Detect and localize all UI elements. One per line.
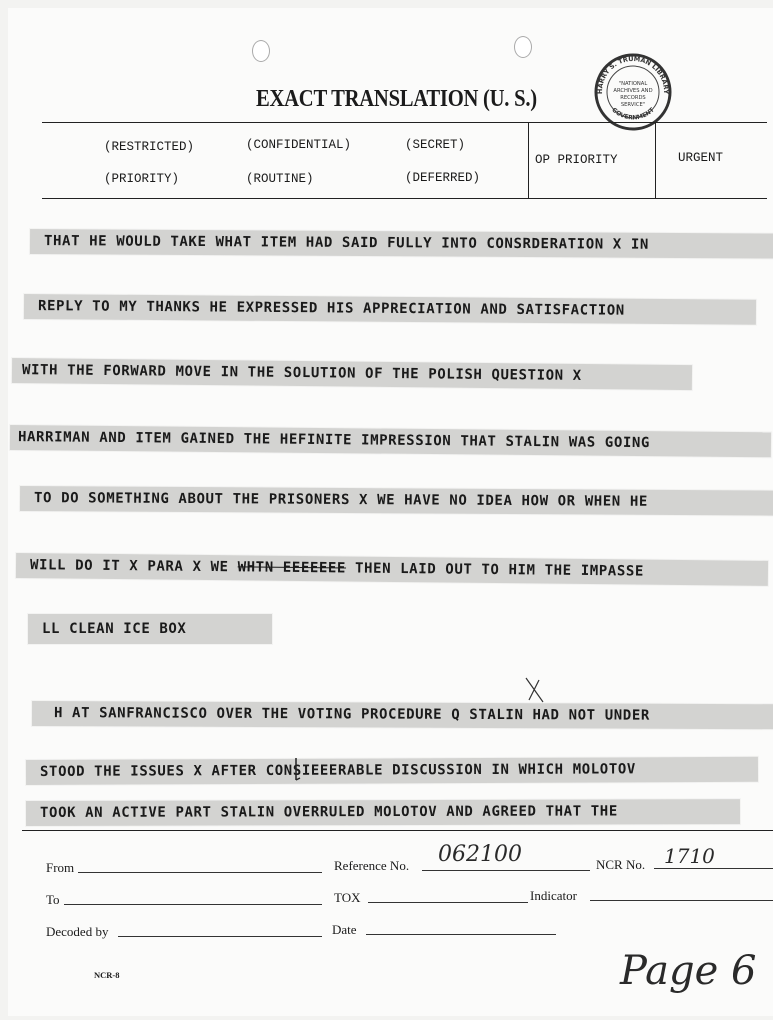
svg-text:SERVICE": SERVICE" xyxy=(620,102,646,108)
reference-field-line xyxy=(422,870,590,871)
from-label: From xyxy=(46,860,75,875)
punch-hole-left xyxy=(252,40,270,62)
document-page xyxy=(8,8,773,1016)
class-urgent: URGENT xyxy=(678,151,724,165)
svg-text:"NATIONAL: "NATIONAL xyxy=(618,81,648,87)
class-op-priority: OP PRIORITY xyxy=(535,153,618,167)
class-secret: (SECRET) xyxy=(405,138,466,152)
message-line-3: WITH THE FORWARD MOVE IN THE SOLUTION OF THE POLISH QUESTION X xyxy=(12,358,692,390)
message-line-6-struck: WHTN EEEEEEE xyxy=(237,559,347,577)
punch-hole-right xyxy=(514,36,532,58)
message-line-5 xyxy=(20,486,773,516)
message-line-8: H AT SANFRANCISCO OVER THE VOTING PROCEDURE Q STALIN HAD NOT UNDER xyxy=(32,701,773,729)
ncr-label: NCR No. xyxy=(596,857,646,872)
class-deferred: (DEFERRED) xyxy=(405,171,481,185)
message-line-1: THAT HE WOULD TAKE WHAT ITEM HAD SAID FULLY INTO CONSRDERATION X IN xyxy=(30,229,773,259)
svg-text:ARCHIVES AND: ARCHIVES AND xyxy=(613,88,653,94)
to-label: To xyxy=(46,892,60,907)
form-rule xyxy=(22,830,773,831)
header-rule-top xyxy=(42,122,767,123)
class-restricted: (RESTRICTED) xyxy=(104,140,195,154)
class-priority: (PRIORITY) xyxy=(104,172,180,186)
decoded-by-label: Decoded by xyxy=(46,924,109,939)
from-field-line xyxy=(78,872,322,873)
message-line-6-after: THEN LAID OUT TO HIM THE IMPASSE xyxy=(345,560,645,580)
reference-value: 062100 xyxy=(438,842,522,867)
indicator-field-line xyxy=(590,900,773,901)
svg-text:GOVERNMENT: GOVERNMENT xyxy=(610,106,656,122)
form-code: NCR-8 xyxy=(94,970,120,980)
message-line-5-text: TO DO SOMETHING ABOUT THE PRISONERS X WE HAVE NO IDEA HOW OR WHEN HE xyxy=(33,490,648,510)
message-line-7: LL CLEAN ICE BOX xyxy=(28,614,272,644)
to-field-line xyxy=(64,904,322,905)
class-routine: (ROUTINE) xyxy=(246,172,314,186)
indicator-label: Indicator xyxy=(530,888,577,903)
decoded-by-field-line xyxy=(118,936,322,937)
tox-field-line xyxy=(368,902,528,903)
message-line-4: HARRIMAN AND ITEM GAINED THE HEFINITE IMPRESSION THAT STALIN WAS GOING xyxy=(10,425,771,457)
svg-text:RECORDS: RECORDS xyxy=(620,95,646,101)
ncr-field-line xyxy=(654,868,773,869)
message-line-10: TOOK AN ACTIVE PART STALIN OVERRULED MOLOTOV AND AGREED THAT THE xyxy=(26,799,740,826)
tox-label: TOX xyxy=(334,890,361,905)
document-title: EXACT TRANSLATION (U. S.) xyxy=(256,86,537,112)
header-divider-1 xyxy=(528,122,529,198)
message-line-6-before: WILL DO IT X PARA X WE xyxy=(29,557,238,576)
message-line-6 xyxy=(16,553,768,586)
message-line-9: STOOD THE ISSUES X AFTER CONSIEEERABLE DISCUSSION IN WHICH MOLOTOV xyxy=(26,757,758,785)
class-confidential: (CONFIDENTIAL) xyxy=(246,138,352,152)
page-number-note: Page 6 xyxy=(620,948,757,994)
message-line-2: REPLY TO MY THANKS HE EXPRESSED HIS APPRECIATION AND SATISFACTION xyxy=(24,294,756,325)
library-seal-stamp xyxy=(593,52,673,132)
svg-text:HARRY S. TRUMAN LIBRARY: HARRY S. TRUMAN LIBRARY xyxy=(595,54,671,95)
date-label: Date xyxy=(332,922,357,937)
reference-label: Reference No. xyxy=(334,858,410,873)
correction-insert-mark xyxy=(523,676,547,706)
header-divider-2 xyxy=(655,122,656,198)
date-field-line xyxy=(366,934,556,935)
header-rule-bottom xyxy=(42,198,767,199)
correction-slash-mark xyxy=(290,756,302,784)
ncr-value: 1710 xyxy=(664,844,715,868)
